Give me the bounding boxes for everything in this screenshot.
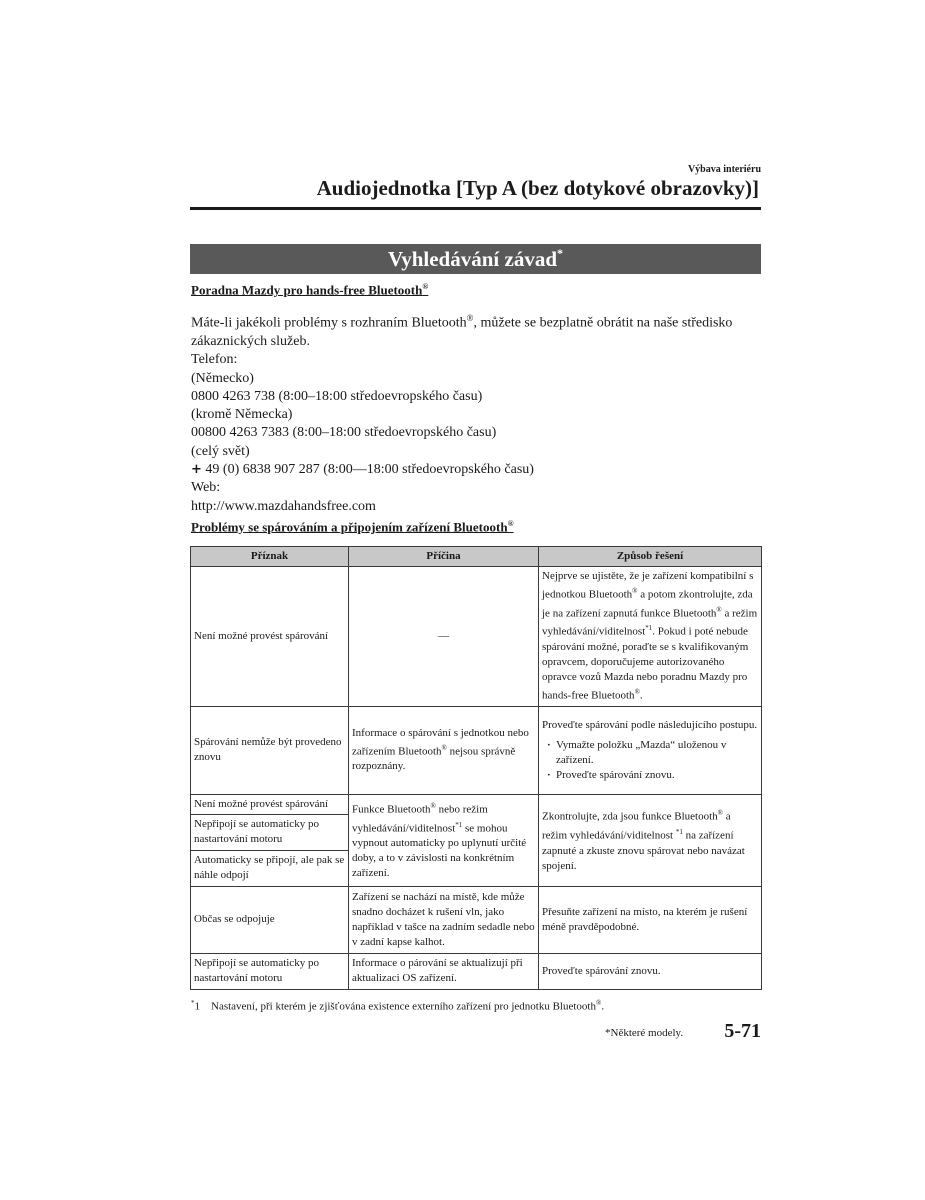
problems-heading — [191, 519, 514, 535]
symptom-cell: Není možné provést spárování — [191, 794, 349, 814]
cause-text: Informace o spárování s jednotkou nebo zařízením Bluetooth — [352, 726, 529, 758]
column-header-symptom: Příznak — [191, 547, 349, 567]
web-label: Web: — [191, 480, 221, 496]
cause-cell — [349, 706, 539, 794]
hotline-intro — [191, 309, 761, 351]
phone-label: Telefon: — [191, 352, 238, 368]
section-banner — [190, 244, 761, 274]
germany-label: (Německo) — [191, 370, 254, 386]
troubleshooting-table — [190, 546, 762, 990]
solution-cell — [539, 567, 762, 707]
hotline-heading-text: Poradna Mazdy pro hands-free Bluetooth — [191, 282, 423, 298]
symptom-cell: Nepřipojí se automaticky po nastartování motoru — [191, 953, 349, 989]
footnote-marker — [191, 999, 211, 1013]
problems-heading-reg: ® — [507, 519, 514, 528]
footnote-ref: *1 — [645, 624, 653, 633]
worldwide-number — [191, 461, 761, 479]
plus-icon: + — [191, 462, 202, 478]
table-row — [191, 706, 762, 794]
solution-steps — [542, 738, 758, 783]
solution-text: Zkontrolujte, zda jsou funkce Bluetooth — [542, 811, 718, 824]
reg-mark: ® — [595, 999, 602, 1007]
symptom-cell: Spárování nemůže být provedeno znovu — [191, 706, 349, 794]
cause-cell: Informace o párování se aktualizují při aktualizaci OS zařízení. — [349, 953, 539, 989]
banner-asterisk: * — [557, 246, 563, 260]
solution-cell — [539, 794, 762, 886]
cause-text: nejsou správně rozpoznány. — [352, 745, 516, 773]
web-url[interactable]: http://www.mazdahandsfree.com — [191, 498, 376, 514]
cause-text: nebo režim vyhledávání/viditelnost — [352, 803, 488, 835]
solution-cell: Přesuňte zařízení na místo, na kterém je rušení méně pravděpodobné. — [539, 886, 762, 953]
solution-text: . Pokud i poté nebude spárování možné, poraďte se s kvalifikovaným opravcem, doporučujeme autorizovaného opravce vozů Mazda nebo poradnu Mazdy pro hands-free Bluetooth — [542, 625, 749, 702]
column-header-cause: Příčina — [349, 547, 539, 567]
solution-cell — [539, 706, 762, 794]
cause-text: Funkce Bluetooth — [352, 803, 431, 816]
symptom-cell: Není možné provést spárování — [191, 567, 349, 707]
outside-germany-number: 00800 4263 7383 (8:00–18:00 středoevropského času) — [191, 425, 497, 441]
table-row — [191, 794, 762, 814]
intro-reg: ® — [466, 313, 474, 323]
footnote-text: Nastavení, při kterém je zjišťována existence externího zařízení pro jednotku Bluetooth — [211, 1000, 596, 1013]
chapter-title: Audiojednotka [Typ A (bez dotykové obrazovky)] — [316, 176, 759, 200]
table-row — [191, 953, 762, 989]
solution-text: a potom zkontrolujte, zda je na zařízení zapnutá funkce Bluetooth — [542, 588, 753, 620]
footnote-ref: *1 — [675, 828, 683, 837]
section-label: Výbava interiéru — [687, 164, 761, 175]
germany-number: 0800 4263 738 (8:00–18:00 středoevropského času) — [191, 388, 483, 404]
cause-cell: Zařízení se nachází na místě, kde může snadno docházet k rušení vln, jako například v tašce na zadním sedadle nebo v zadní kapse kalhot. — [349, 886, 539, 953]
problems-heading-text: Problémy se spárováním a připojením zařízení Bluetooth — [191, 519, 508, 535]
reg-mark: ® — [634, 687, 640, 696]
symptom-cell: Nepřipojí se automaticky po nastartování motoru — [191, 814, 349, 850]
list-item: · Vymažte položku „Mazda“ uloženou v zařízení. — [542, 738, 758, 768]
worldwide-number-text: 49 (0) 6838 907 287 (8:00—18:00 středoevropského času) — [201, 462, 534, 478]
cause-cell: — — [349, 567, 539, 707]
banner-title: Vyhledávání závad — [387, 247, 557, 271]
column-header-solution: Způsob řešení — [539, 547, 762, 567]
intro-text-b: , můžete se bezplatně obrátit na naše středisko zákaznických služeb. — [191, 315, 733, 349]
outside-germany-label: (kromě Německa) — [191, 407, 293, 423]
solution-text: a režim vyhledávání/viditelnost — [542, 607, 758, 638]
solution-text: na zařízení zapnuté a zkuste znovu spárovat nebo navázat spojení. — [542, 829, 745, 872]
reg-mark: ® — [430, 801, 436, 810]
footnote-asterisk: * — [191, 999, 195, 1007]
table-row — [191, 567, 762, 707]
cause-text: se mohou vypnout automaticky po uplynutí určité doby, a to v závislosti na konkrétním zařízení. — [352, 822, 527, 880]
intro-text-a: Máte-li jakékoli problémy s rozhraním Bluetooth — [191, 315, 467, 331]
table-row — [191, 886, 762, 953]
page-number: 5-71 — [724, 1020, 761, 1042]
solution-cell: Proveďte spárování znovu. — [539, 953, 762, 989]
hotline-heading-reg: ® — [422, 282, 429, 291]
solution-text: . — [639, 689, 643, 702]
footnote-number: 1 — [194, 1000, 200, 1013]
title-rule — [190, 207, 761, 210]
solution-text: Nejprve se ujistěte, že je zařízení kompatibilní s jednotkou Bluetooth — [542, 570, 754, 601]
footnote-text: . — [601, 1000, 605, 1013]
worldwide-label: (celý svět) — [191, 443, 250, 459]
list-item: · Proveďte spárování znovu. — [542, 768, 758, 783]
table-header-row — [191, 547, 762, 567]
reg-mark: ® — [632, 587, 638, 595]
solution-text: a režim vyhledávání/viditelnost — [542, 811, 731, 842]
reg-mark: ® — [441, 743, 447, 752]
solution-intro: Proveďte spárování podle následujícího postupu. — [542, 718, 758, 731]
footnote-ref: *1 — [455, 820, 463, 829]
hotline-info — [191, 309, 761, 516]
reg-mark: ® — [716, 605, 722, 614]
reg-mark: ® — [717, 809, 723, 818]
hotline-heading — [191, 282, 428, 298]
models-note: *Některé modely. — [605, 1027, 684, 1039]
cause-cell — [349, 794, 539, 886]
symptom-cell: Občas se odpojuje — [191, 886, 349, 953]
footnote — [191, 999, 604, 1013]
symptom-cell: Automaticky se připojí, ale pak se náhle odpojí — [191, 850, 349, 886]
